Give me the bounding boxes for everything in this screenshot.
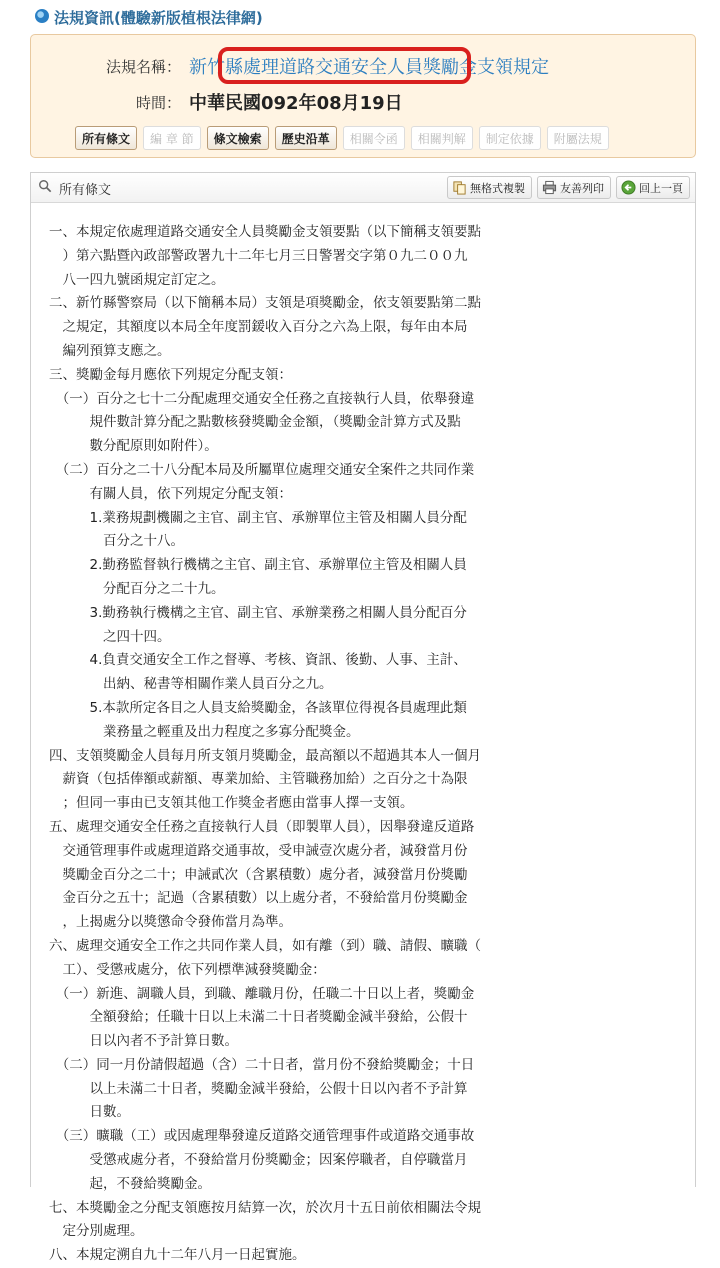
plain-copy-button[interactable]: [447, 176, 532, 199]
copy-icon: [452, 180, 467, 195]
article-line: 八一四九號函規定訂定之。: [49, 271, 225, 288]
function-button: 制定依據: [479, 126, 541, 150]
article-line: ）第六點暨內政部警政署九十二年七月三日警署交字第０九二００九: [49, 247, 468, 264]
article-line: 業務量之輕重及出力程度之多寡分配獎金。: [49, 723, 360, 740]
regulation-date-label: 時間：: [135, 93, 181, 112]
article-line: 之四十四。: [49, 628, 171, 645]
friendly-print-label: 友善列印: [560, 181, 604, 195]
panel-title: 所有條文: [59, 183, 112, 198]
article-line: 分配百分之二十九。: [49, 580, 225, 597]
function-button-row: [75, 126, 609, 150]
article-line: 1.業務規劃機關之主官、副主官、承辦單位主管及相關人員分配: [49, 509, 467, 526]
function-button: 相關判解: [411, 126, 473, 150]
bullet-icon: [35, 9, 49, 23]
back-arrow-icon: [621, 180, 636, 195]
all-articles-panel: [30, 172, 696, 1264]
red-highlight-annotation: [218, 47, 471, 84]
plain-copy-label: 無格式複製: [470, 181, 525, 195]
article-line: 定分別處理。: [49, 1223, 144, 1240]
article-line: 七、本獎勵金之分配支領應按月結算一次，於次月十五日前依相關法令規: [49, 1199, 481, 1216]
article-line: （一）新進、調職人員，到職、離職月份，任職二十日以上者，獎勵金: [49, 985, 475, 1002]
function-button: 相關令函: [343, 126, 405, 150]
article-line: 三、獎勵金每月應依下列規定分配支領：: [49, 366, 292, 383]
article-line: （三）曠職（工）或因處理舉發違反道路交通管理事件或道路交通事故: [49, 1128, 475, 1145]
panel-header: [31, 173, 695, 203]
article-line: 六、處理交通安全工作之共同作業人員，如有離（到）職、請假、曠職（: [49, 937, 481, 954]
regulation-date-value: 中華民國092年08月19日: [189, 93, 403, 114]
magnifier-icon: [38, 179, 52, 193]
article-line: 一、本規定依處理道路交通安全人員獎勵金支領要點（以下簡稱支領要點: [49, 224, 481, 240]
back-label: 回上一頁: [639, 181, 683, 195]
function-button[interactable]: 所有條文: [75, 126, 137, 150]
article-line: 編列預算支應之。: [49, 342, 171, 359]
article-line: 金百分之五十；記過（含累積數）以上處分者，不發給當月份獎勵金: [49, 890, 468, 907]
article-line: 獎勵金百分之二十；申誡貳次（含累積數）處分者，減發當月份獎勵: [49, 866, 468, 883]
regulation-date-row: [31, 89, 695, 115]
article-text: [49, 221, 689, 1268]
function-button: 附屬法規: [547, 126, 609, 150]
article-line: 日以內者不予計算日數。: [49, 1033, 238, 1050]
article-line: （二）百分之二十八分配本局及所屬單位處理交通安全案件之共同作業: [49, 461, 475, 478]
article-line: 四、支領獎勵金人員每月所支領月獎勵金，最高額以不超過其本人一個月: [49, 747, 481, 764]
article-line: 有關人員，依下列規定分配支領：: [49, 485, 292, 502]
article-line: 薪資（包括俸額或薪額、專業加給、主管職務加給）之百分之十為限: [49, 771, 468, 788]
function-button[interactable]: 歷史沿革: [275, 126, 337, 150]
article-line: （一）百分之七十二分配處理交通安全任務之直接執行人員，依舉發違: [49, 390, 475, 407]
article-line: 工）、受懲戒處分，依下列標準減發獎勵金：: [49, 961, 326, 978]
article-line: 八、本規定溯自九十二年八月一日起實施。: [49, 1247, 306, 1264]
article-line: 起，不發給獎勵金。: [49, 1175, 211, 1192]
article-line: 日數。: [49, 1104, 130, 1121]
article-line: 以上未滿二十日者，獎勵金減半發給，公假十日以內者不予計算: [49, 1080, 468, 1097]
article-line: 五、處理交通安全任務之直接執行人員（即製單人員），因舉發違反道路: [49, 818, 475, 835]
function-button: 編 章 節: [143, 126, 201, 150]
article-line: 出納、秘書等相關作業人員百分之九。: [49, 676, 333, 693]
article-line: 受懲戒處分者，不發給當月份獎勵金；因案停職者，自停職當月: [49, 1152, 468, 1169]
panel-toolbar: [447, 176, 690, 199]
article-line: 數分配原則如附件）。: [49, 438, 218, 455]
article-line: 二、新竹縣警察局（以下簡稱本局）支領是項獎勵金，依支領要點第二點: [49, 295, 481, 312]
site-title[interactable]: 法規資訊(體驗新版植根法律網): [54, 9, 263, 27]
friendly-print-button[interactable]: [537, 176, 611, 199]
article-line: 3.勤務執行機構之主官、副主官、承辦業務之相關人員分配百分: [49, 604, 467, 621]
function-button[interactable]: 條文檢索: [207, 126, 269, 150]
top-bar: [0, 0, 720, 34]
printer-icon: [542, 180, 557, 195]
article-line: 之規定，其額度以本局全年度罰鍰收入百分之六為上限，每年由本局: [49, 319, 468, 336]
regulation-name-label: 法規名稱：: [105, 57, 181, 76]
back-button[interactable]: [616, 176, 690, 199]
article-line: ，上揭處分以獎懲命令發佈當月為準。: [49, 914, 292, 931]
article-line: 4.負責交通安全工作之督導、考核、資訊、後勤、人事、主計、: [49, 652, 467, 669]
article-line: 交通管理事件或處理道路交通事故，受申誡壹次處分者，減發當月份: [49, 842, 468, 859]
article-line: （二）同一月份請假超過（含）二十日者，當月份不發給獎勵金；十日: [49, 1056, 475, 1073]
article-line: ；但同一事由已支領其他工作獎金者應由當事人擇一支領。: [49, 795, 414, 812]
article-line: 5.本款所定各目之人員支給獎勵金，各該單位得視各員處理此類: [49, 699, 467, 716]
article-line: 2.勤務監督執行機構之主官、副主官、承辦單位主管及相關人員: [49, 557, 467, 574]
article-line: 全額發給；任職十日以上未滿二十日者獎勵金減半發給，公假十: [49, 1009, 468, 1026]
article-line: 規件數計算分配之點數核發獎勵金金額，（獎勵金計算方式及點: [49, 414, 461, 431]
article-line: 百分之十八。: [49, 533, 184, 550]
regulation-name-link[interactable]: 新竹縣處理道路交通安全人員獎勵金支領規定: [189, 57, 549, 78]
